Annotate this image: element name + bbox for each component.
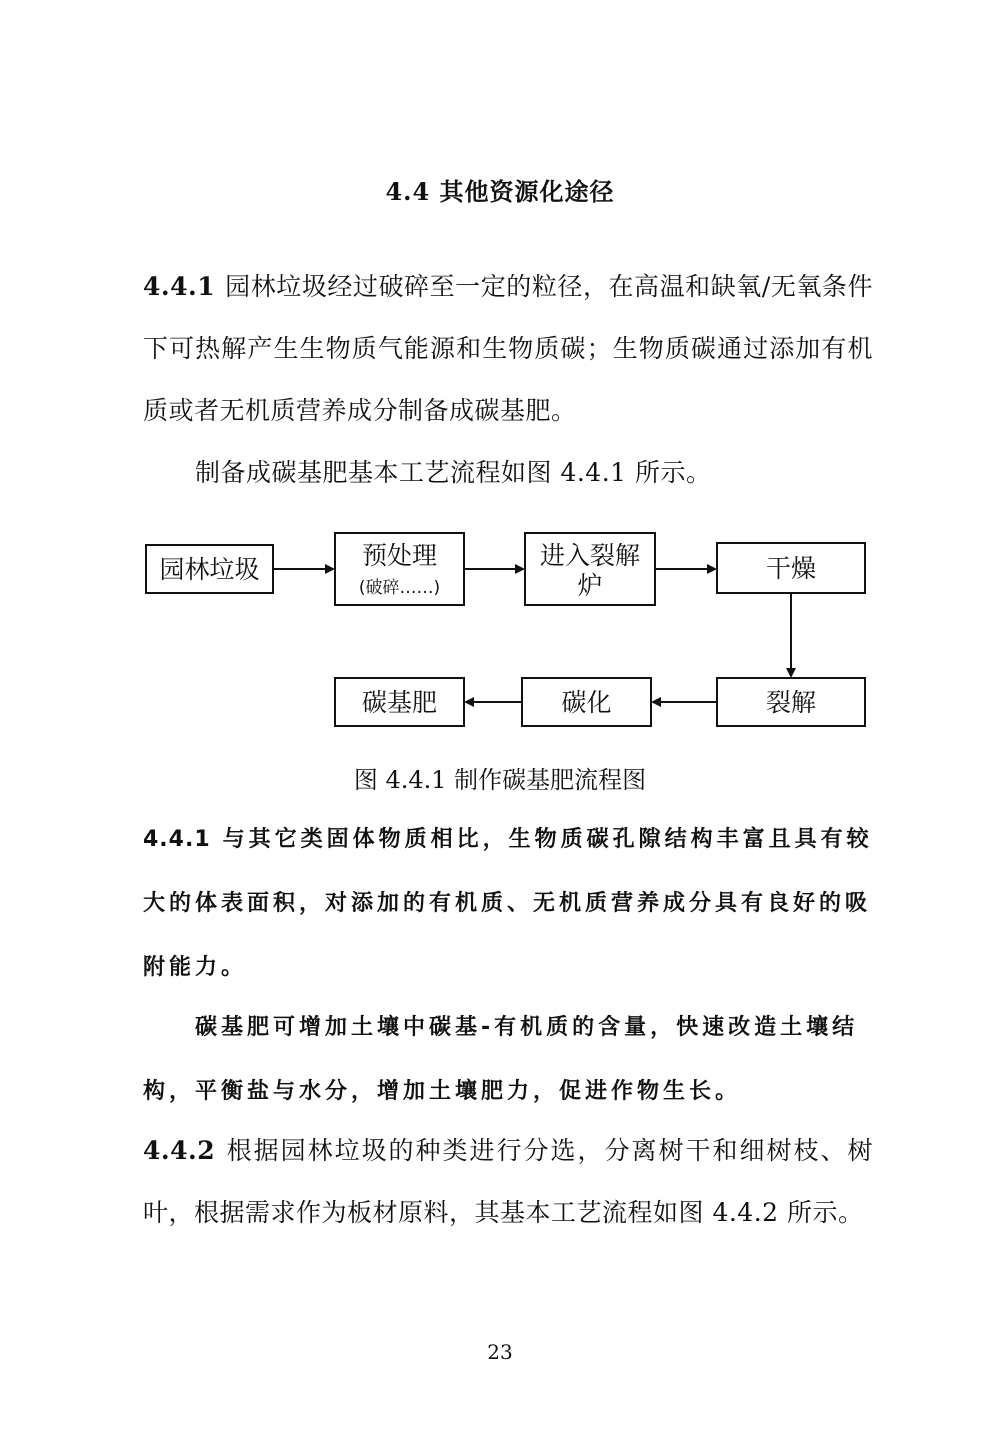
page-number: 23: [487, 1340, 513, 1364]
section-title: 4.4 其他资源化途径: [385, 177, 615, 206]
clause-text: 根据园林垃圾的种类进行分选，分离树干和细树枝、树叶，根据需求作为板材原料，其基本工艺流程如图 4.4.2 所示。: [143, 1136, 873, 1227]
node-label: 碳化: [561, 688, 612, 717]
flow-node-garden-waste: [146, 545, 273, 593]
flow-node-pyrolysis-furnace: [525, 533, 655, 605]
node-label-line1: 进入裂解: [539, 541, 641, 570]
flow-arrow: [273, 564, 335, 574]
flow-node-drying: [717, 543, 865, 593]
flow-node-carbon-fertilizer: [335, 678, 464, 726]
clause-number: 4.4.1: [143, 272, 216, 301]
paragraph-4-4-2: [143, 1120, 873, 1244]
clause-number: 4.4.2: [143, 1136, 216, 1165]
node-note: (破碎……): [358, 578, 441, 598]
node-label-line2: 炉: [577, 571, 603, 600]
node-label: 碳基肥: [361, 688, 438, 717]
figure-caption: 图 4.4.1 制作碳基肥流程图: [353, 766, 647, 794]
paragraph-soil-benefits: 碳基肥可增加土壤中碳基-有机质的含量，快速改造土壤结构，平衡盐与水分，增加土壤肥力，促进作物生长。: [143, 1015, 859, 1104]
paragraph-adsorption: [143, 808, 873, 1000]
flow-arrow: [655, 564, 717, 574]
node-label: 裂解: [765, 688, 817, 717]
clause-number: 4.4.1: [143, 827, 211, 852]
flow-node-carbonization: [522, 678, 651, 726]
flowchart: [0, 520, 1000, 745]
clause-text: 园林垃圾经过破碎至一定的粒径，在高温和缺氧/无氧条件下可热解产生生物质气能源和生物质碳；生物质碳通过添加有机质或者无机质营养成分制备成碳基肥。: [143, 272, 873, 425]
node-label: 干燥: [765, 554, 817, 583]
flow-node-pyrolysis: [717, 678, 865, 726]
node-label: 预处理: [361, 541, 438, 570]
flow-arrow: [651, 697, 717, 707]
flow-arrow: [464, 697, 522, 707]
flow-arrow: [786, 593, 796, 678]
flow-arrow: [464, 564, 525, 574]
clause-text: 与其它类固体物质相比，生物质碳孔隙结构丰富且具有较大的体表面积，对添加的有机质、无机质营养成分具有良好的吸附能力。: [143, 827, 873, 980]
paragraph-4-4-1: [143, 256, 873, 442]
flow-node-pretreatment: [335, 533, 464, 605]
paragraph-figure-reference: 制备成碳基肥基本工艺流程如图 4.4.1 所示。: [195, 458, 712, 487]
node-label: 园林垃圾: [159, 555, 260, 584]
